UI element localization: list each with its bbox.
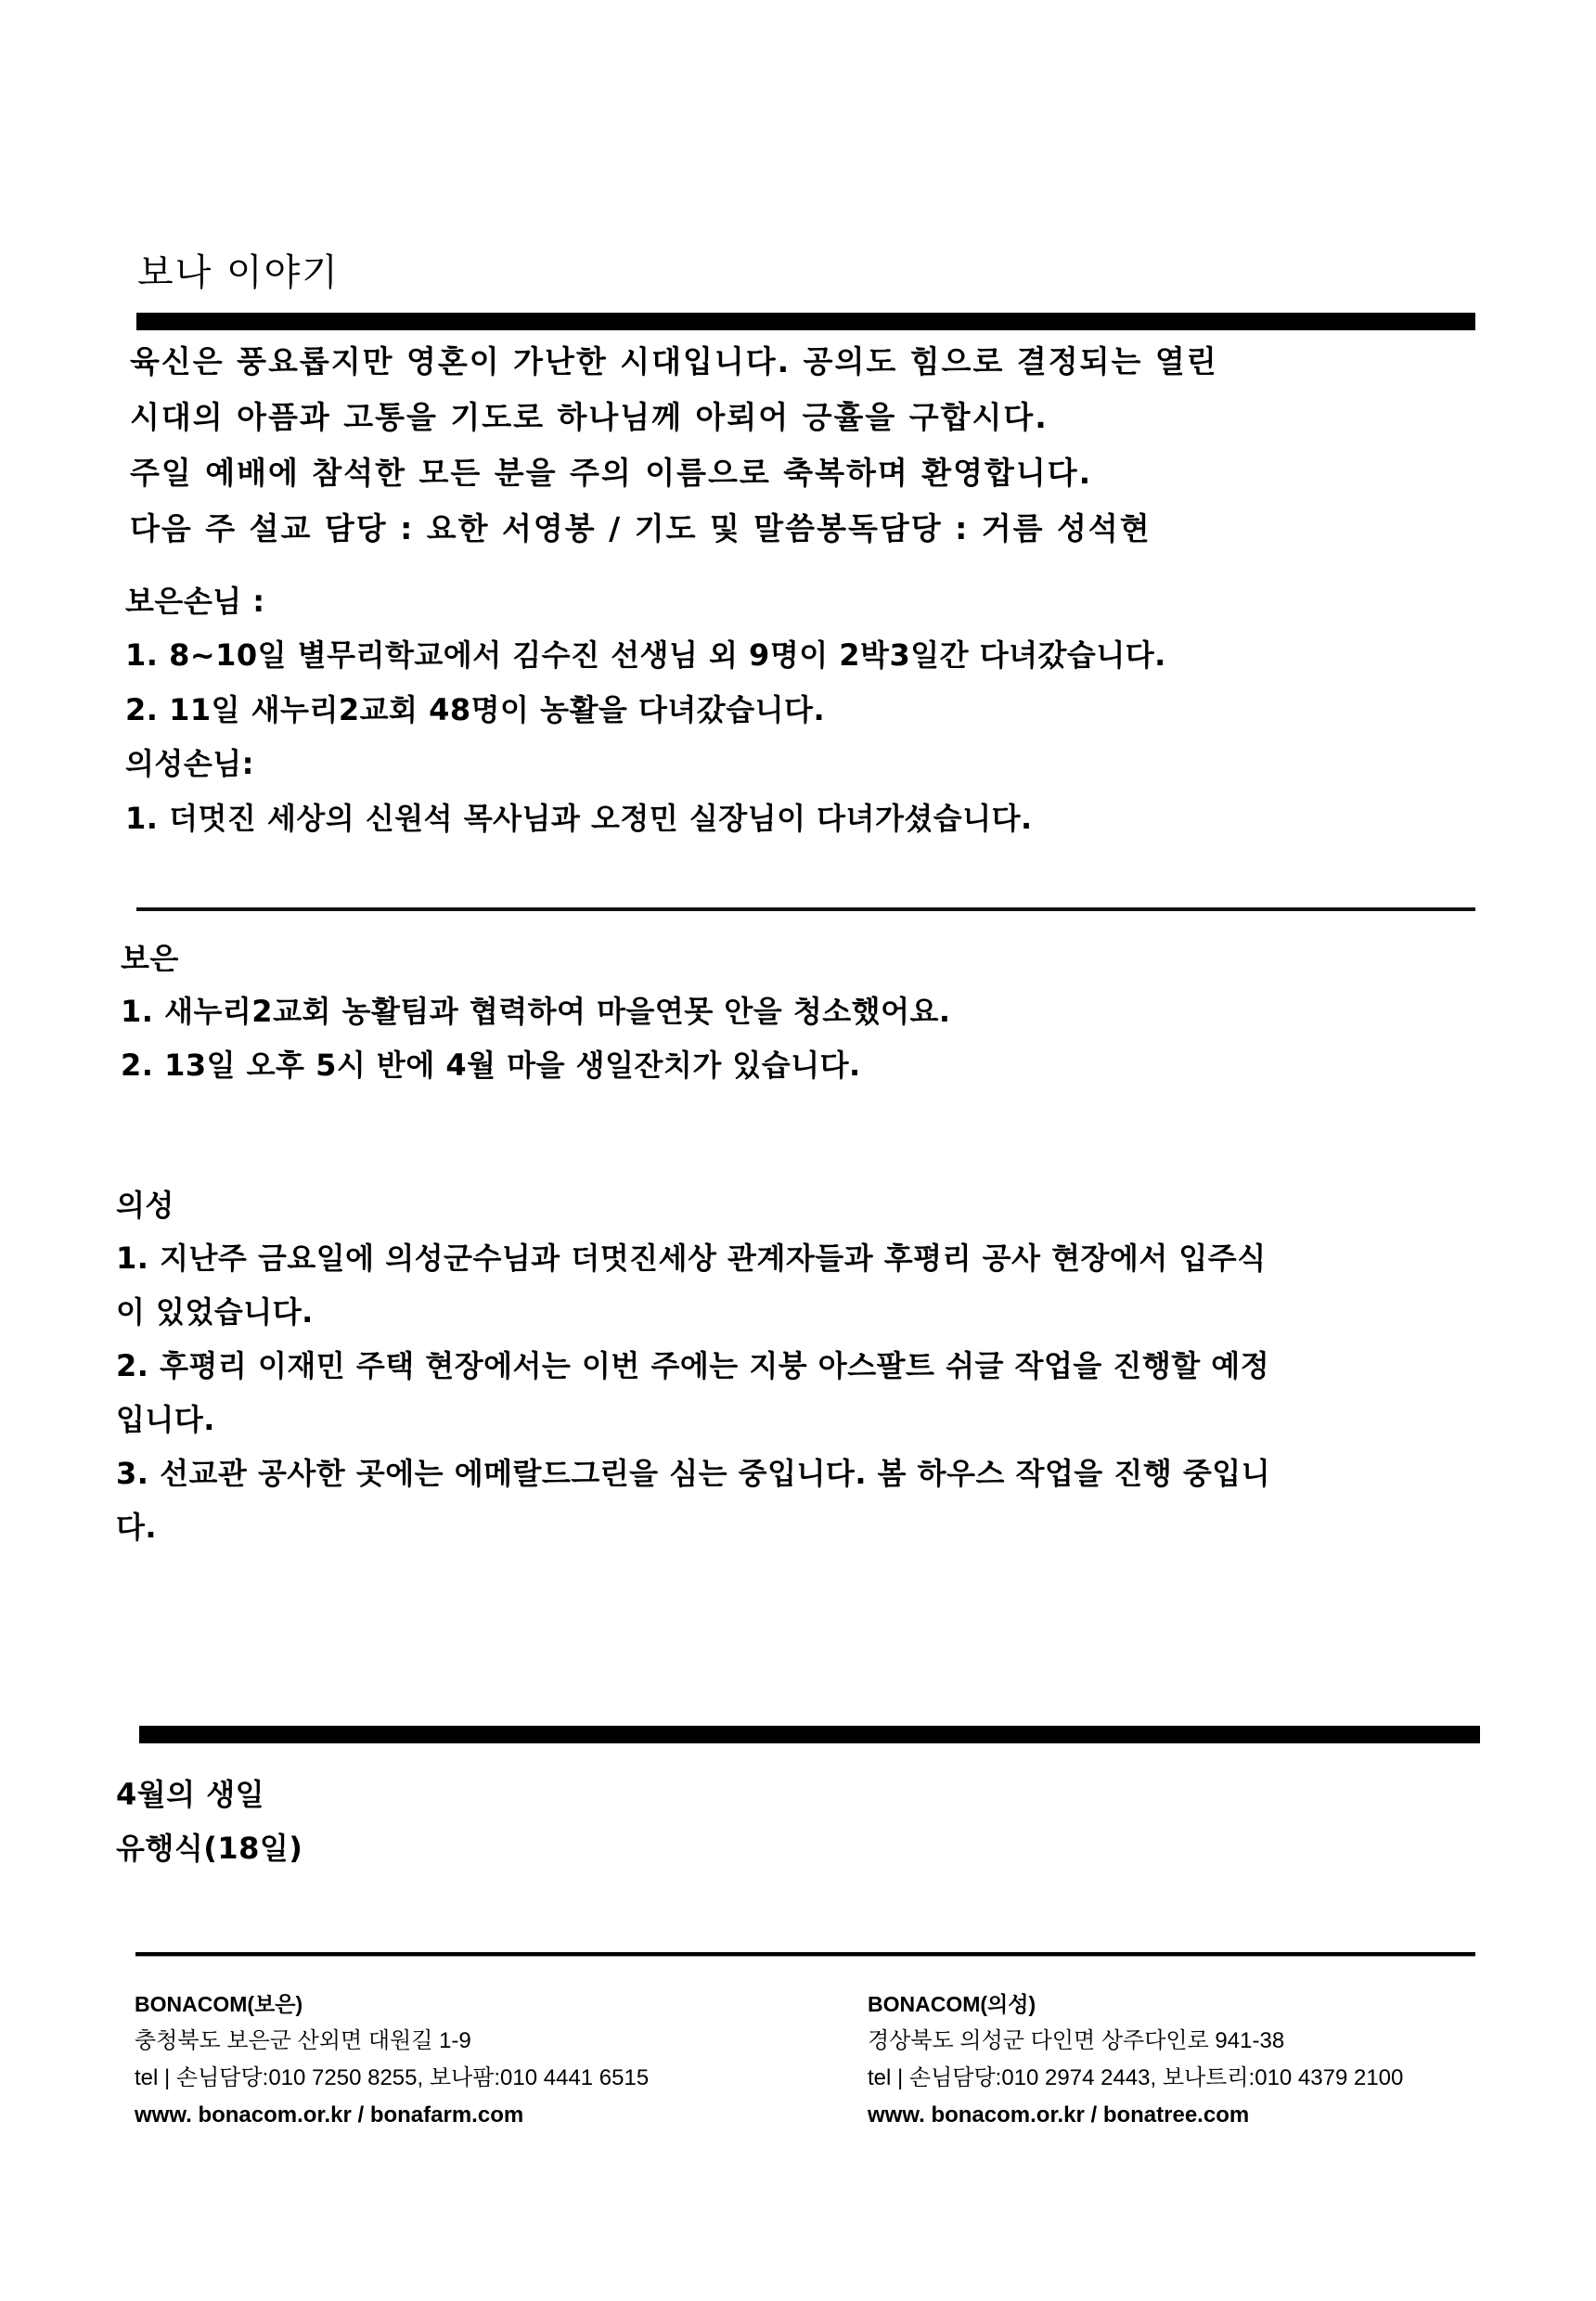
footer-org-name: BONACOM(보은): [135, 1992, 303, 2016]
intro-line: 육신은 풍요롭지만 영혼이 가난한 시대입니다. 공의도 힘으로 결정되는 열린: [130, 343, 1218, 379]
uiseong-heading: 의성: [116, 1188, 174, 1223]
footer-divider: [135, 1952, 1475, 1957]
list-item: 1. 더멋진 세상의 신원석 목사님과 오정민 실장님이 다녀가셨습니다.: [125, 801, 1033, 836]
birthday-divider: [139, 1726, 1480, 1743]
uiseong-guests-heading: 의성손님:: [125, 746, 254, 781]
footer-boeun: [135, 1986, 649, 2134]
footer-address: 경상북도 의성군 다인면 상주다인로 941-38: [868, 2028, 1285, 2053]
list-item-continuation: 이 있었습니다.: [116, 1294, 314, 1330]
page-title: 보나 이야기: [137, 251, 340, 294]
list-item-continuation: 다.: [116, 1510, 158, 1545]
intro-line: 주일 예배에 참석한 모든 분을 주의 이름으로 축복하며 환영합니다.: [130, 455, 1093, 491]
intro-line: 다음 주 설교 담당 : 요한 서영봉 / 기도 및 말씀봉독담당 : 거름 성석현: [130, 510, 1152, 546]
footer-website-link[interactable]: www. bonacom.or.kr / bonatree.com: [868, 2102, 1250, 2127]
list-item: 1. 새누리2교회 농활팀과 협력하여 마을연못 안을 청소했어요.: [121, 994, 951, 1029]
list-item: 2. 13일 오후 5시 반에 4월 마을 생일잔치가 있습니다.: [121, 1048, 861, 1083]
list-item: 1. 8~10일 별무리학교에서 김수진 선생님 외 9명이 2박3일간 다녀갔습니다.: [125, 637, 1166, 673]
list-item: 3. 선교관 공사한 곳에는 에메랄드그린을 심는 중입니다. 봄 하우스 작업을 진행 중입니: [116, 1456, 1271, 1491]
footer-tel: tel | 손님담당:010 7250 8255, 보나팜:010 4441 6515: [135, 2065, 650, 2090]
birthday-heading: 4월의 생일: [116, 1777, 265, 1812]
footer-address: 충청북도 보은군 산외면 대원길 1-9: [135, 2028, 471, 2053]
footer-tel: tel | 손님담당:010 2974 2443, 보나트리:010 4379 2100: [868, 2065, 1404, 2090]
footer-uiseong: [868, 1986, 1403, 2134]
list-item-continuation: 입니다.: [116, 1402, 215, 1437]
footer-website-link[interactable]: www. bonacom.or.kr / bonafarm.com: [135, 2102, 524, 2127]
title-divider: [136, 313, 1475, 330]
list-item: 1. 지난주 금요일에 의성군수님과 더멋진세상 관계자들과 후평리 공사 현장에서 입주식: [116, 1240, 1267, 1276]
list-item: 2. 후평리 이재민 주택 현장에서는 이번 주에는 지붕 아스팔트 쉬글 작업을 진행할 예정: [116, 1348, 1270, 1383]
intro-line: 시대의 아픔과 고통을 기도로 하나님께 아뢰어 긍휼을 구합시다.: [130, 399, 1049, 435]
footer-org-name: BONACOM(의성): [868, 1992, 1036, 2016]
birthday-entry: 유행식(18일): [116, 1831, 303, 1866]
section-divider: [136, 907, 1475, 911]
boeun-guests-heading: 보은손님 :: [125, 584, 265, 619]
boeun-heading: 보은: [121, 941, 179, 976]
list-item: 2. 11일 새누리2교회 48명이 농활을 다녀갔습니다.: [125, 692, 826, 727]
